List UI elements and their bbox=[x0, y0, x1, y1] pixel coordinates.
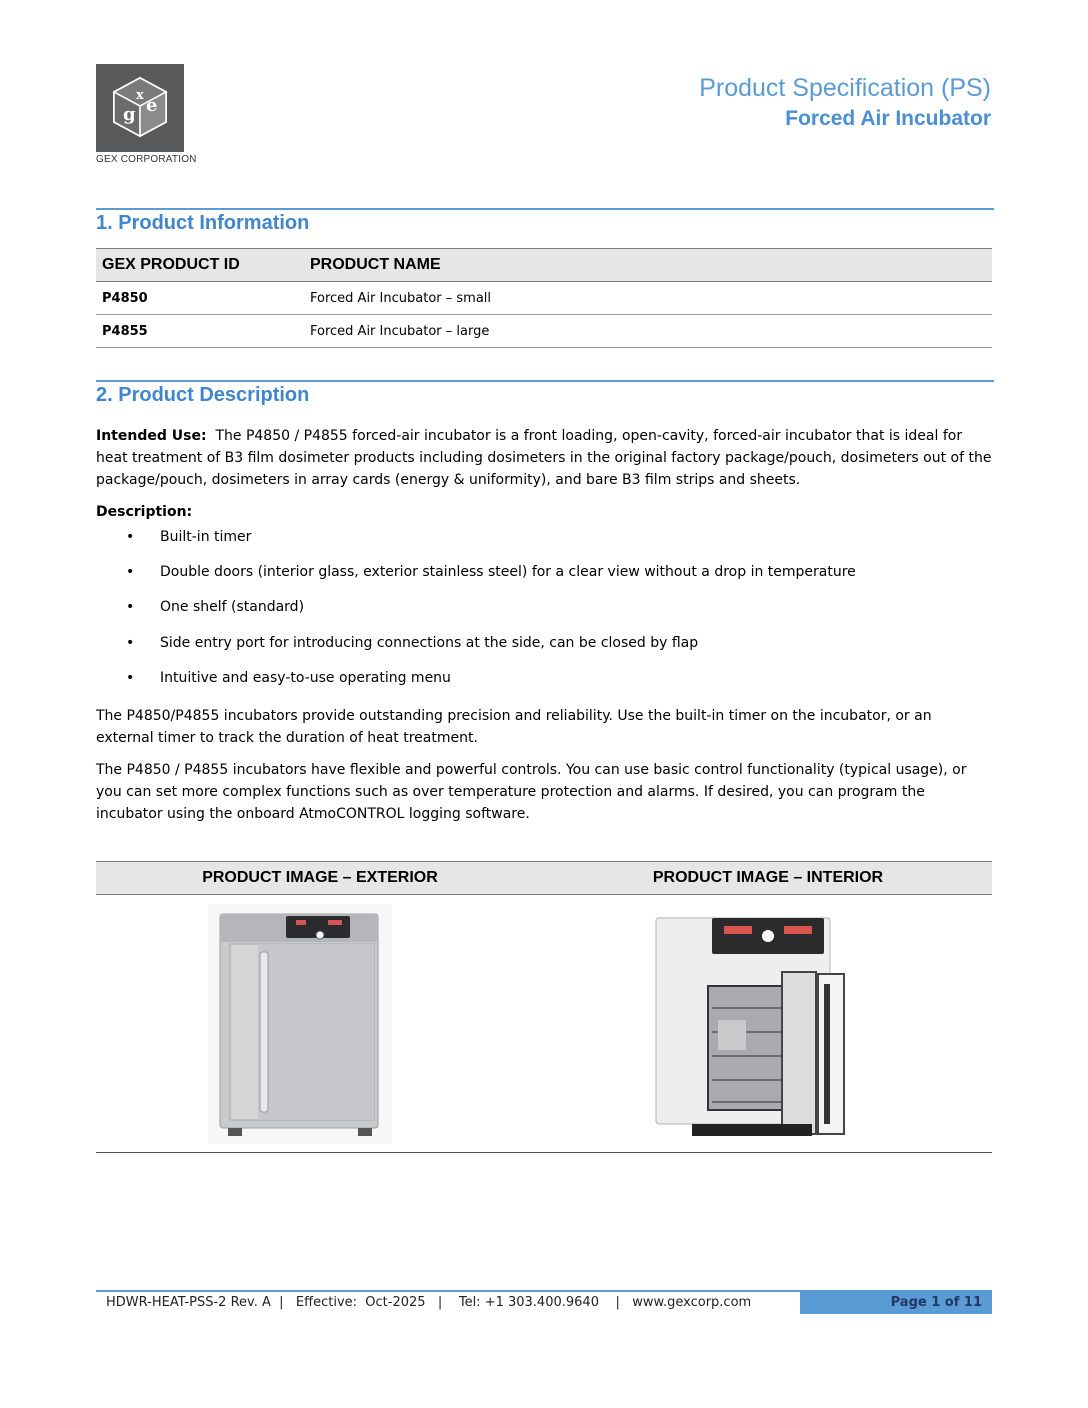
intended-use-text: The P4850 / P4855 forced-air incubator is a front loading, open-cavity, forced-air incubator that is ideal for heat treatment of B3 film dosimeter products including dosimeters in the original factory package/pouch, dosimeters out of the package/pouch, dosimeters in array cards (energy & uniformity), and bare B3 film strips and sheets. bbox=[96, 428, 992, 488]
bullet-item: One shelf (standard) bbox=[160, 599, 305, 615]
column-header-name: PRODUCT NAME bbox=[304, 249, 992, 282]
product-name-cell: Forced Air Incubator – large bbox=[304, 315, 992, 348]
intended-use-paragraph bbox=[96, 425, 992, 491]
bullet-marker: • bbox=[126, 670, 135, 686]
table-row bbox=[96, 282, 992, 315]
bullet-marker: • bbox=[126, 529, 135, 545]
product-name-cell: Forced Air Incubator – small bbox=[304, 282, 992, 315]
svg-text:x: x bbox=[136, 88, 144, 103]
section-divider bbox=[96, 380, 994, 382]
reliability-paragraph: The P4850/P4855 incubators provide outstanding precision and reliability. Use the built-in timer on the incubator, or an external timer to track the duration of heat treatment. bbox=[96, 708, 932, 746]
image-table-bottom-border bbox=[96, 1152, 992, 1153]
table-header-row bbox=[96, 249, 992, 282]
incubator-exterior-image bbox=[208, 904, 392, 1144]
footer-info: HDWR-HEAT-PSS-2 Rev. A | Effective: Oct-2025 | Tel: +1 303.400.9640 | www.gexcorp.com bbox=[106, 1295, 752, 1310]
exterior-image-label: PRODUCT IMAGE – EXTERIOR bbox=[202, 869, 438, 886]
table-row bbox=[96, 315, 992, 348]
product-info-table bbox=[96, 248, 992, 348]
section-divider bbox=[96, 208, 994, 210]
company-name: GEX CORPORATION bbox=[96, 154, 197, 165]
bullet-item: Double doors (interior glass, exterior stainless steel) for a clear view without a drop in temperature bbox=[160, 564, 856, 580]
bullet-marker: • bbox=[126, 599, 135, 615]
bullet-marker: • bbox=[126, 635, 135, 651]
svg-text:e: e bbox=[146, 95, 158, 116]
intended-use-label: Intended Use: bbox=[96, 428, 207, 444]
bullet-item: Intuitive and easy-to-use operating menu bbox=[160, 670, 451, 686]
bullet-item: Side entry port for introducing connections at the side, can be closed by flap bbox=[160, 635, 699, 651]
document-subtitle: Forced Air Incubator bbox=[785, 107, 991, 130]
interior-image-label: PRODUCT IMAGE – INTERIOR bbox=[652, 869, 884, 886]
document-title: Product Specification (PS) bbox=[699, 74, 991, 102]
incubator-interior-image bbox=[652, 912, 852, 1144]
controls-paragraph: The P4850 / P4855 incubators have flexible and powerful controls. You can use basic control functionality (typical usage), or you can set more complex functions such as over temperature protection and alarms. If desired, you can program the incubator using the onboard AtmoCONTROL logging software. bbox=[96, 762, 967, 822]
section-1-title: 1. Product Information bbox=[96, 212, 310, 234]
image-table-header bbox=[96, 861, 992, 895]
gex-logo bbox=[96, 64, 184, 152]
bullet-item: Built-in timer bbox=[160, 529, 252, 545]
page-number: Page 1 of 11 bbox=[800, 1292, 992, 1314]
product-id-cell: P4850 bbox=[96, 282, 304, 315]
section-2-title: 2. Product Description bbox=[96, 384, 310, 406]
column-header-id: GEX PRODUCT ID bbox=[96, 249, 304, 282]
description-label: Description: bbox=[96, 504, 193, 520]
bullet-marker: • bbox=[126, 564, 135, 580]
product-id-cell: P4855 bbox=[96, 315, 304, 348]
svg-text:g: g bbox=[123, 104, 136, 125]
